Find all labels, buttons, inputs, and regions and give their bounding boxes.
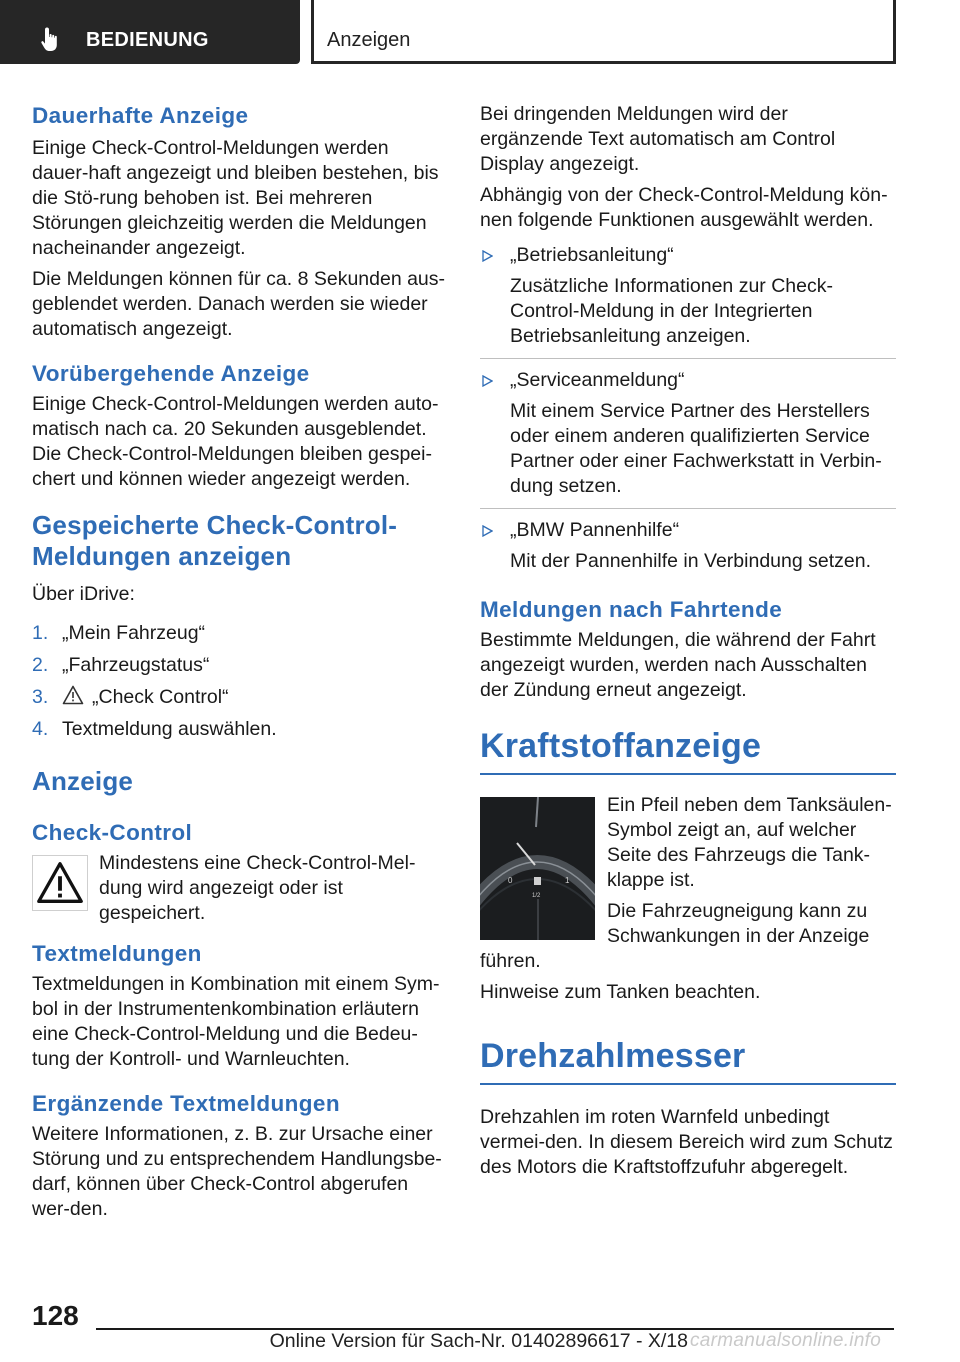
section-label: BEDIENUNG <box>86 29 209 51</box>
divider <box>480 508 896 509</box>
paragraph: Bei dringenden Meldungen wird der ergänzende Text automatisch am Control Display angezeigt. <box>480 103 836 175</box>
function-title: „Betriebsanleitung“ <box>510 244 674 266</box>
section-tab <box>0 0 300 64</box>
paragraph: Die Meldungen können für ca. 8 Sekunden aus-geblendet werden. Danach werden sie wieder automatisch angezeigt. <box>32 268 446 340</box>
hand-pointer-icon <box>40 26 62 52</box>
function-description: Zusätzliche Informationen zur Check-Control-Meldung in der Integrierten Betriebsanleitung anzeigen. <box>510 275 833 347</box>
paragraph: Über iDrive: <box>32 583 135 605</box>
function-item <box>480 518 896 574</box>
check-control-text: Mindestens eine Check-Control-Mel-dung wird angezeigt oder ist gespeichert. <box>99 852 416 924</box>
heading-anzeige: Anzeige <box>32 766 134 796</box>
gauge-label-half: 1/2 <box>532 893 541 899</box>
paragraph: Abhängig von der Check-Control-Meldung kön-nen folgende Funktionen ausgewählt werden. <box>480 184 888 231</box>
function-title: „BMW Pannenhilfe“ <box>510 519 680 541</box>
paragraph: Einige Check-Control-Meldungen werden dauer-haft angezeigt und bleiben bestehen, bis die Stö-rung behoben ist. Bei mehreren Störungen gleichzeitig werden die Meldungen nacheinander angezeigt. <box>32 137 439 259</box>
page-number: 128 <box>32 1300 79 1331</box>
heading-meldungen-nach-fahrtende: Meldungen nach Fahrtende <box>480 597 783 622</box>
function-description: Mit einem Service Partner des Herstellers oder einem anderen qualifizierten Service Partner oder einer Fachwerkstatt in Verbin-dung setzen. <box>510 400 882 497</box>
paragraph: Weitere Informationen, z. B. zur Ursache einer Störung und zu entsprechendem Handlungsbe-darf, können über Check-Control abgerufen wer-den. <box>32 1123 442 1220</box>
warning-triangle-icon <box>62 685 84 705</box>
list-item <box>32 717 448 742</box>
chapter-label: Anzeigen <box>327 29 411 51</box>
list-item <box>32 621 448 646</box>
paragraph: Textmeldungen in Kombination mit einem Sym-bol in der Instrumentenkombination erläutern eine Check-Control-Meldung und die Bedeu-tung der Kontroll- und Warnleuchten. <box>32 973 440 1070</box>
paragraph: Bestimmte Meldungen, die während der Fahrt angezeigt wurden, werden nach Ausschalten der Zündung erneut angezeigt. <box>480 629 876 701</box>
heading-textmeldungen: Textmeldungen <box>32 941 202 966</box>
check-control-note <box>32 851 448 926</box>
list-text: „Check Control“ <box>92 686 229 708</box>
heading-voruebergehende-anzeige: Vorübergehende Anzeige <box>32 361 310 386</box>
function-title: „Serviceanmeldung“ <box>510 369 685 391</box>
page-footer <box>0 1290 960 1362</box>
function-description: Mit der Pannenhilfe in Verbindung setzen. <box>510 550 871 572</box>
bullet-triangle-icon <box>482 375 493 387</box>
heading-ergaenzende-textmeldungen: Ergänzende Textmeldungen <box>32 1091 340 1116</box>
heading-kraftstoffanzeige: Kraftstoffanzeige <box>480 725 896 775</box>
gauge-label-1: 1 <box>565 876 570 885</box>
watermark: carmanualsonline.info <box>690 1330 882 1351</box>
divider <box>480 358 896 359</box>
list-item <box>32 653 448 678</box>
chapter-tab <box>311 0 896 64</box>
fuel-gauge-section <box>480 793 896 974</box>
paragraph: Hinweise zum Tanken beachten. <box>480 981 761 1003</box>
heading-gespeicherte-meldungen: Gespeicherte Check-Control-Meldungen anzeigen <box>32 510 398 571</box>
list-text: „Mein Fahrzeug“ <box>62 622 206 644</box>
fuel-gauge-image <box>480 797 595 940</box>
list-text: Textmeldung auswählen. <box>62 718 277 740</box>
page-header <box>0 0 960 66</box>
left-column <box>32 102 448 1228</box>
list-number: 4. <box>32 718 49 740</box>
list-number: 3. <box>32 686 49 708</box>
online-version-text: Online Version für Sach-Nr. 01402896617 - X/18 <box>269 1330 688 1352</box>
heading-drehzahlmesser: Drehzahlmesser <box>480 1035 896 1085</box>
list-number: 2. <box>32 654 49 676</box>
paragraph: Einige Check-Control-Meldungen werden auto-matisch nach ca. 20 Sekunden ausgeblendet. Die Check-Control-Meldungen bleiben gespei-chert und können wieder angezeigt werden. <box>32 393 439 490</box>
bullet-triangle-icon <box>482 250 493 262</box>
function-item <box>480 243 896 349</box>
list-item <box>32 685 448 710</box>
list-number: 1. <box>32 622 49 644</box>
paragraph: Die Fahrzeugneigung kann zu Schwankungen in der Anzeige führen. <box>480 900 870 972</box>
bullet-triangle-icon <box>482 525 493 537</box>
warning-triangle-icon <box>32 855 88 911</box>
function-item <box>480 368 896 499</box>
paragraph: Drehzahlen im roten Warnfeld unbedingt vermei-den. In diesem Bereich wird zum Schutz des Motors die Kraftstoffzufuhr abgeregelt. <box>480 1106 893 1178</box>
gauge-label-0: 0 <box>508 876 513 885</box>
heading-dauerhafte-anzeige: Dauerhafte Anzeige <box>32 103 249 128</box>
paragraph: Ein Pfeil neben dem Tanksäulen-Symbol zeigt an, auf welcher Seite des Fahrzeugs die Tank-klappe ist. <box>607 794 892 891</box>
list-text: „Fahrzeugstatus“ <box>62 654 210 676</box>
right-column <box>480 102 896 1186</box>
heading-check-control: Check-Control <box>32 820 193 845</box>
